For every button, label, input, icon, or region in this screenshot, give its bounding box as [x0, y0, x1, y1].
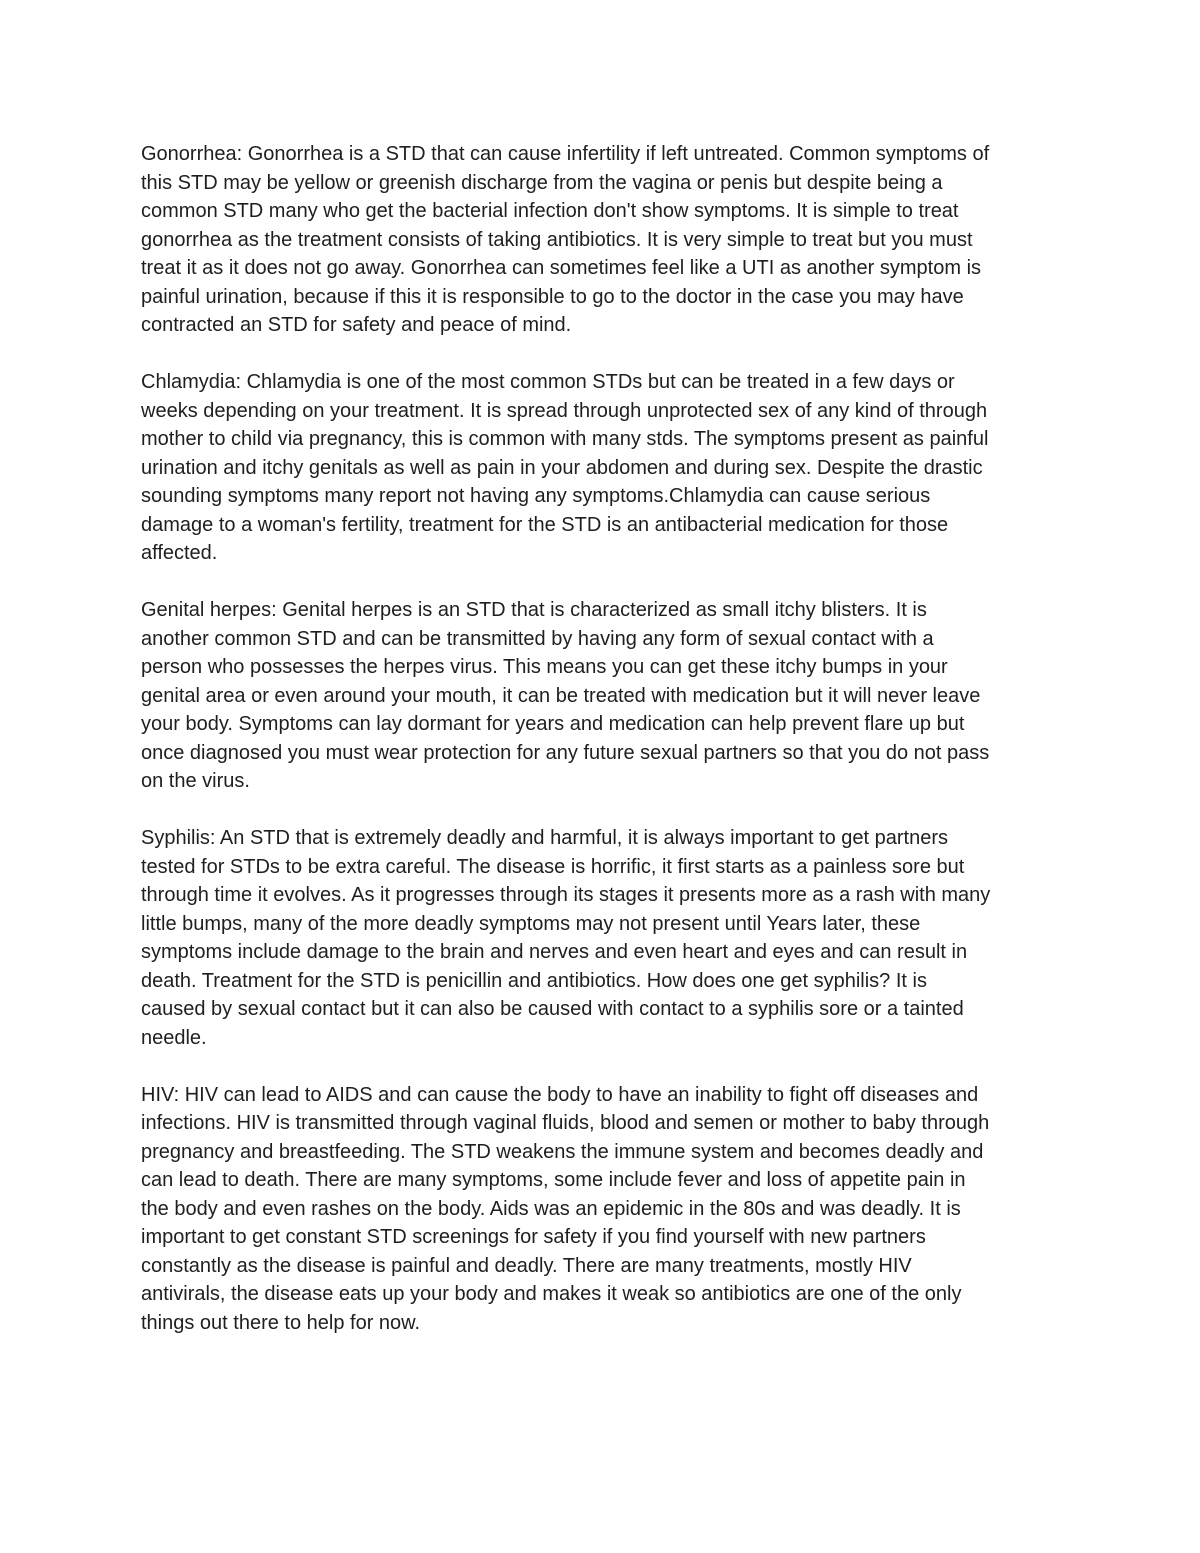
paragraph-gonorrhea: Gonorrhea: Gonorrhea is a STD that can cause infertility if left untreated. Common symptoms of this STD may be yellow or greenish discharge from the vagina or penis but despite being a common STD many who get the bacterial infection don't show symptoms. It is simple to treat gonorrhea as the treatment consists of taking antibiotics. It is very simple to treat but you must treat it as it does not go away. Gonorrhea can sometimes feel like a UTI as another symptom is painful urination, because if this it is responsible to go to the doctor in the case you may have contracted an STD for safety and peace of mind.	[141, 143, 990, 336]
paragraph-syphilis: Syphilis: An STD that is extremely deadly and harmful, it is always important to get partners tested for STDs to be extra careful. The disease is horrific, it first starts as a painless sore but through time it evolves. As it progresses through its stages it presents more as a rash with many little bumps, many of the more deadly symptoms may not present until Years later, these symptoms include damage to the brain and nerves and even heart and eyes and can result in death. Treatment for the STD is penicillin and antibiotics. How does one get syphilis? It is caused by sexual contact but it can also be caused with contact to a syphilis sore or a tainted needle.	[141, 827, 991, 1049]
paragraph-hiv: HIV: HIV can lead to AIDS and can cause the body to have an inability to fight off diseases and infections. HIV is transmitted through vaginal fluids, blood and semen or mother to baby through pregnancy and breastfeeding. The STD weakens the immune system and becomes deadly and can lead to death. There are many symptoms, some include fever and loss of appetite pain in the body and even rashes on the body. Aids was an epidemic in the 80s and was deadly. It is important to get constant STD screenings for safety if you find yourself with new partners constantly as the disease is painful and deadly. There are many treatments, mostly HIV antivirals, the disease eats up your body and makes it weak so antibiotics are one of the only things out there to help for now.	[141, 1083, 990, 1334]
paragraph-genital-herpes: Genital herpes: Genital herpes is an STD that is characterized as small itchy blisters. It is another common STD and can be transmitted by having any form of sexual contact with a person who possesses the herpes virus. This means you can get these itchy bumps in your genital area or even around your mouth, it can be treated with medication but it will never leave your body. Symptoms can lay dormant for years and medication can help prevent flare up but once diagnosed you must wear protection for any future sexual partners so that you do not pass on the virus.	[141, 599, 990, 792]
document-body	[141, 140, 1066, 1366]
paragraph-chlamydia: Chlamydia: Chlamydia is one of the most common STDs but can be treated in a few days or weeks depending on your treatment. It is spread through unprotected sex of any kind of through mother to child via pregnancy, this is common with many stds. The symptoms present as painful urination and itchy genitals as well as pain in your abdomen and during sex. Despite the drastic sounding symptoms many report not having any symptoms.Chlamydia can cause serious damage to a woman's fertility, treatment for the STD is an antibacterial medication for those affected.	[141, 371, 989, 564]
